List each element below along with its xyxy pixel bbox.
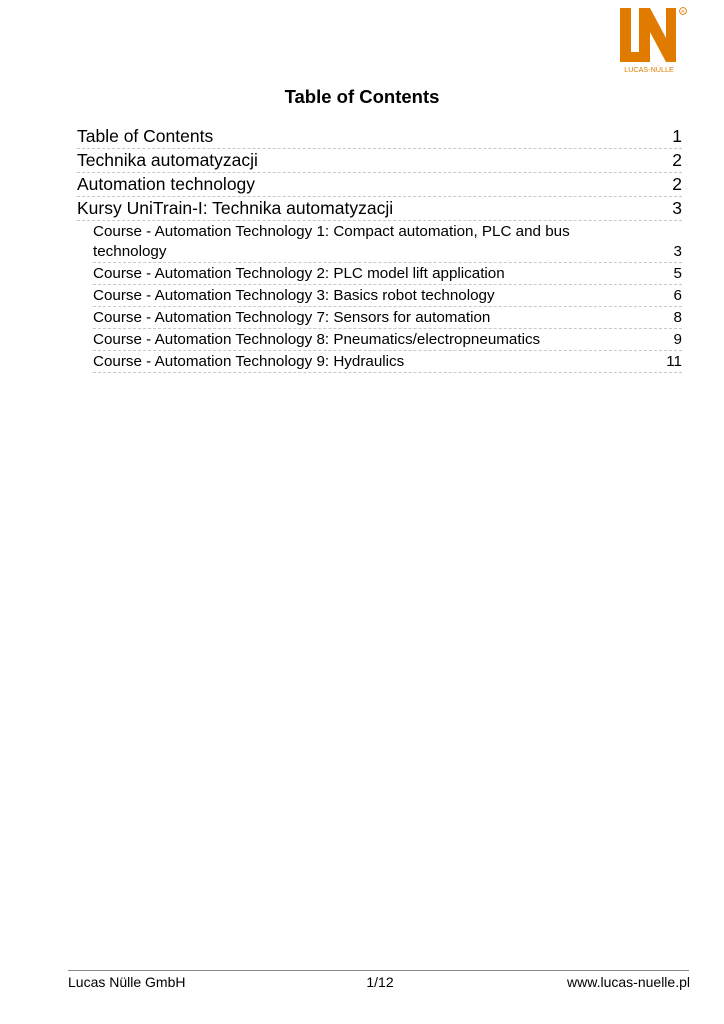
toc-subentry[interactable]	[93, 221, 682, 263]
toc-entry-page: 8	[673, 308, 682, 326]
toc-entry-title: Course - Automation Technology 1: Compact automation, PLC and bus technology	[93, 222, 570, 260]
table-of-contents	[77, 125, 682, 373]
footer-website[interactable]: www.lucas-nuelle.pl	[567, 974, 690, 990]
toc-entry-title: Technika automatyzacji	[77, 150, 258, 170]
toc-subentry[interactable]	[93, 307, 682, 329]
footer-company: Lucas Nülle GmbH	[68, 974, 186, 990]
toc-entry-title: Course - Automation Technology 2: PLC model lift application	[93, 264, 505, 282]
page-title: Table of Contents	[284, 86, 440, 107]
toc-entry-title: Course - Automation Technology 7: Sensors for automation	[93, 308, 491, 326]
toc-entry[interactable]	[77, 197, 682, 221]
toc-entry-page: 11	[666, 352, 682, 370]
logo-brand-text: LUCAS-NÜLLE	[624, 65, 674, 74]
toc-entry-title: Course - Automation Technology 8: Pneumatics/electropneumatics	[93, 330, 541, 348]
toc-entry-title: Course - Automation Technology 9: Hydraulics	[93, 352, 405, 370]
toc-entry-title: Course - Automation Technology 3: Basics robot technology	[93, 286, 495, 304]
svg-text:R: R	[681, 8, 685, 14]
toc-entry-page: 2	[672, 174, 682, 194]
toc-entry-page: 5	[673, 264, 682, 282]
toc-entry-page: 2	[672, 150, 682, 170]
toc-entry-page: 9	[673, 330, 682, 348]
toc-entry-title: Kursy UniTrain-I: Technika automatyzacji	[77, 198, 394, 218]
toc-entry-page: 3	[672, 198, 682, 218]
toc-entry[interactable]	[77, 149, 682, 173]
toc-entry-title: Table of Contents	[77, 126, 214, 146]
footer-divider	[68, 970, 689, 971]
lucas-nuelle-logo	[617, 6, 689, 76]
toc-subentry[interactable]	[93, 351, 682, 373]
toc-entry-page: 6	[673, 286, 682, 304]
toc-subentry[interactable]	[93, 329, 682, 351]
toc-entry[interactable]	[77, 173, 682, 197]
toc-subentry[interactable]	[93, 285, 682, 307]
toc-entry-page: 1	[672, 126, 682, 146]
footer-page-number: 1/12	[366, 974, 394, 990]
toc-entry-page: 3	[673, 242, 682, 260]
toc-entry[interactable]	[77, 125, 682, 149]
toc-subentry[interactable]	[93, 263, 682, 285]
toc-entry-title: Automation technology	[77, 174, 256, 194]
